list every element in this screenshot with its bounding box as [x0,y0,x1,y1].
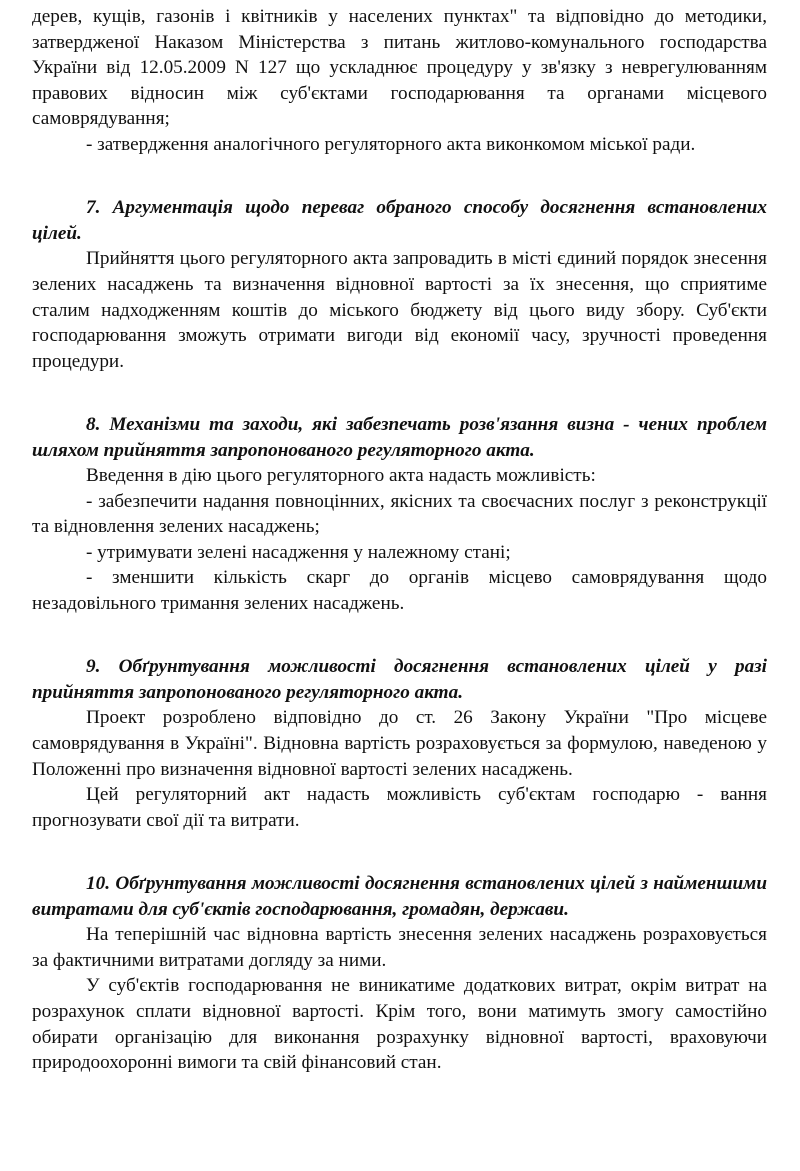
section-10-heading: 10. Обґрунтування можливості досягнення встановлених цілей з найменшими витратами для суб'єктів господарювання, громадян, держави. [32,873,767,920]
section-10-paragraph: На теперішній час відновна вартість знесення зелених насаджень розраховується за фактичними витратами догляду за ними. [32,924,767,971]
section-spacer [32,158,767,184]
section-spacer [32,617,767,643]
section-spacer [32,400,767,412]
document-page [32,4,767,1076]
section-spacer [32,642,767,654]
intro-list-item: - затвердження аналогічного регуляторного акта виконкомом міської ради. [86,133,696,155]
section-8-list-item: - забезпечити надання повноцінних, якісних та своєчасних послуг з реконструкції та відновлення зелених насаджень; [32,490,767,538]
section-10-paragraph: У суб'єктів господарювання не виникатиме додаткових витрат, окрім витрат на розрахунок сплати відновної вартості. Крім того, вони матимуть змогу самостійно обирати організацію для виконання розрахунку відновної вартості, враховуючи природоохоронні вимоги та свій фінансовий стан. [32,975,767,1074]
section-9-paragraph: Цей регуляторний акт надасть можливість суб'єктам господарю - вання прогнозувати свої дії та витрати. [32,784,767,831]
section-spacer [32,374,767,400]
section-8-intro: Введення в дію цього регуляторного акта надасть можливість: [86,465,596,487]
section-9-paragraph: Проект розроблено відповідно до ст. 26 Закону України "Про місцеве самоврядування в Україні". Відновна вартість розраховується за формулою, наведеною у Положенні про визначення відновної вартості зелених насаджень. [32,707,767,780]
section-9-heading: 9. Обґрунтування можливості досягнення встановлених цілей у разі прийняття запропонованого регуляторного акта. [32,656,767,703]
section-8-list-item: - зменшити кількість скарг до органів місцево самоврядування щодо незадовільного тримання зелених насаджень. [32,567,767,615]
intro-paragraph: дерев, кущів, газонів і квітників у населених пунктах" та відповідно до методики, затвердженої Наказом Міністерства з питань житлово-комунального господарства України від 12.05.2009 N 127 що ускладнює процедуру у зв'язку з неврегулюванням правових відносин між суб'єктами господарювання та органами місцевого самоврядування; [32,6,767,130]
section-7-paragraph: Прийняття цього регуляторного акта запровадить в місті єдиний порядок знесення зелених насаджень та визначення відновної вартості за їх знесення, що сприятиме сталим надходженням коштів до міського бюджету від цього виду збору. Суб'єкти господарювання зможуть отримати вигоди від економії часу, зручності проведення процедури. [32,248,767,372]
section-7-heading: 7. Аргументація щодо переваг обраного способу досягнення встановлених цілей. [32,197,767,244]
section-spacer [32,859,767,871]
section-8-heading: 8. Механізми та заходи, які забезпечать розв'язання визна - чених проблем шляхом прийняття запропонованого регуляторного акта. [32,413,767,461]
section-spacer [32,833,767,859]
section-spacer [32,183,767,195]
section-8-list-item: - утримувати зелені насадження у належному стані; [86,541,511,563]
